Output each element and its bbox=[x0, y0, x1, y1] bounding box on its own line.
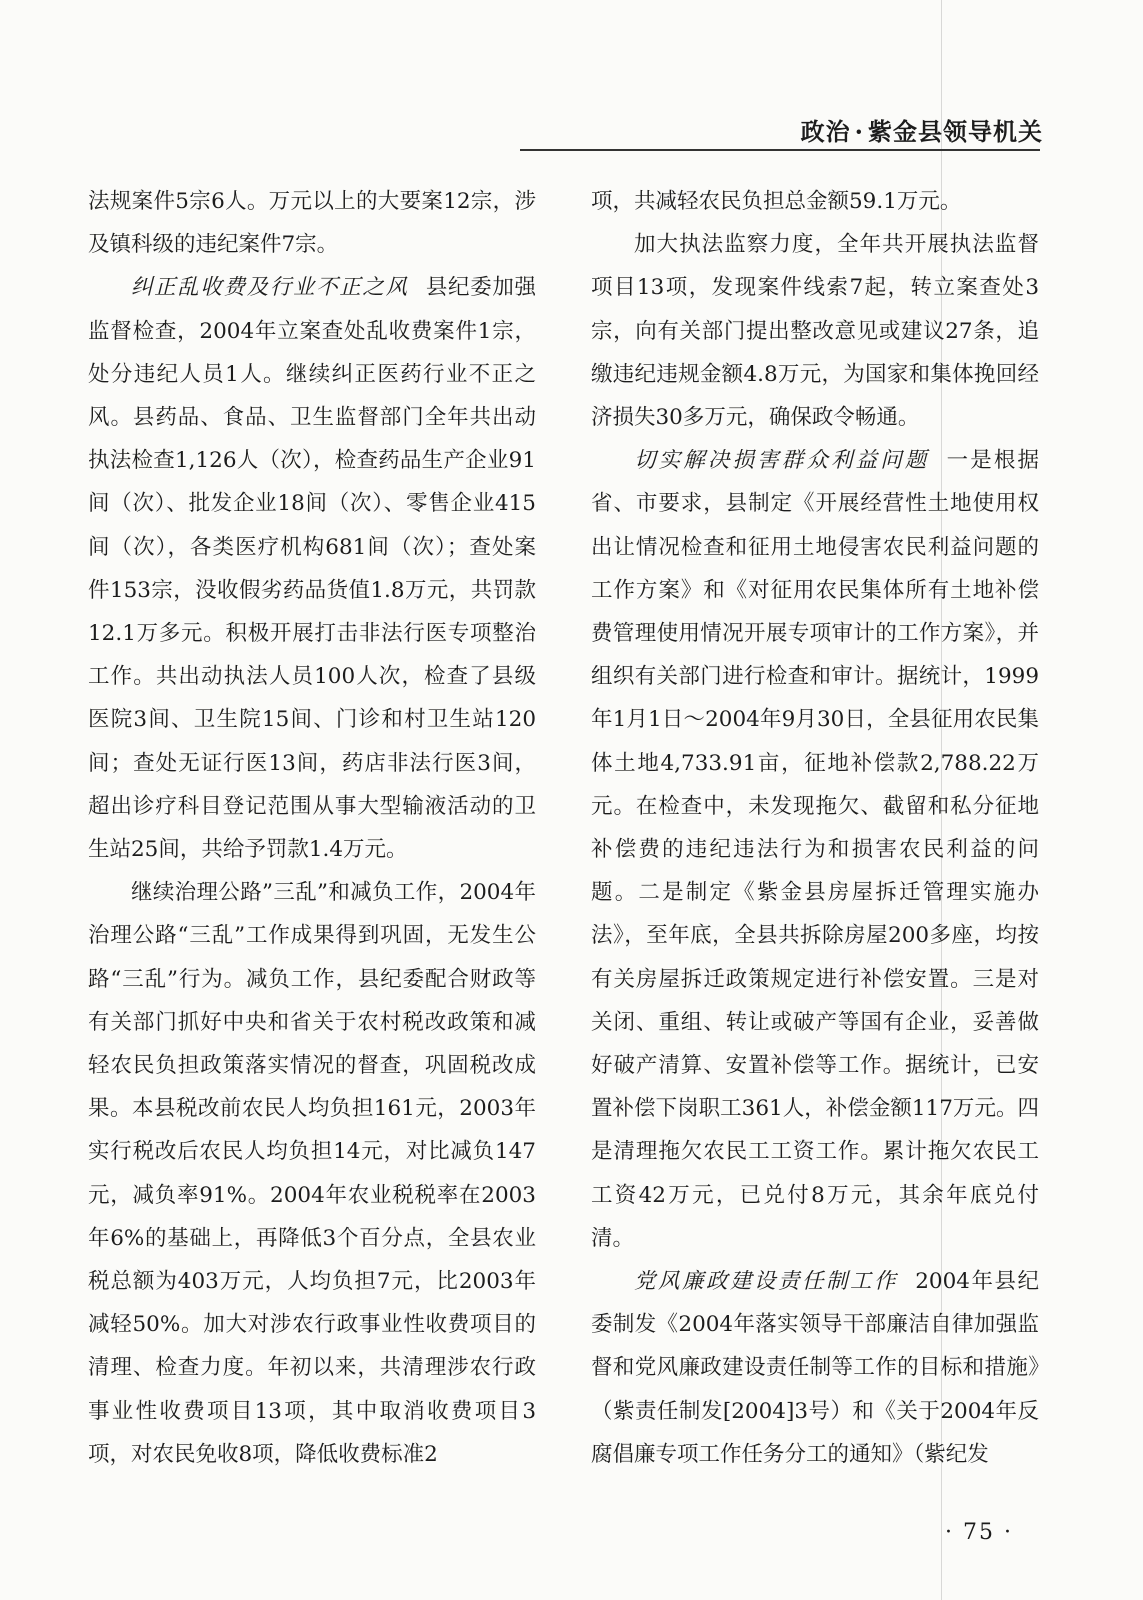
paragraph bbox=[591, 439, 1039, 1260]
header-chapter: 紫金县领导机关 bbox=[868, 117, 1043, 146]
paragraph bbox=[591, 1260, 1039, 1476]
paragraph-body: 县纪委加强监督检查，2004年立案查处乱收费案件1宗，处分违纪人员1人。继续纠正医药行业不正之风。县药品、食品、卫生监督部门全年共出动执法检查1,126人（次），检查药品生产企业91间（次）、批发企业18间（次）、零售企业415间（次），各类医疗机构681间（次）；查处案件153宗，没收假劣药品货值1.8万元，共罚款12.1万多元。积极开展打击非法行医专项整治工作。共出动执法人员100人次，检查了县级医院3间、卫生院15间、门诊和村卫生站120间；查处无证行医13间，药店非法行医3间，超出诊疗科目登记范围从事大型输液活动的卫生站25间，共给予罚款1.4万元。 bbox=[88, 275, 536, 863]
section-subheading: 切实解决损害群众利益问题 bbox=[634, 448, 930, 474]
running-header bbox=[801, 112, 1043, 147]
section-subheading: 党风廉政建设责任制工作 bbox=[634, 1269, 899, 1295]
paragraph bbox=[88, 266, 536, 871]
paragraph: 继续治理公路”三乱”和减负工作，2004年治理公路“三乱”工作成果得到巩固，无发生公路“三乱”行为。减负工作，县纪委配合财政等有关部门抓好中央和省关于农村税改政策和减轻农民负担政策落实情况的督查，巩固税改成果。本县税改前农民人均负担161元，2003年实行税改后农民人均负担14元，对比减负147元，减负率91%。2004年农业税税率在2003年6%的基础上，再降低3个百分点，全县农业税总额为403万元，人均负担7元，比2003年减轻50%。加大对涉农行政事业性收费项目的清理、检查力度。年初以来，共清理涉农行政事业性收费项目13项，其中取消收费项目3项，对农民免收8项，降低收费标准2 bbox=[88, 880, 536, 1467]
paragraph: 项，共减轻农民负担总金额59.1万元。 bbox=[591, 189, 962, 214]
left-column bbox=[88, 180, 536, 1476]
paragraph-body: 2004年县纪委制发《2004年落实领导干部廉洁自律加强监督和党风廉政建设责任制等工作的目标和措施》（紫责任制发[2004]3号）和《关于2004年反腐倡廉专项工作任务分工的通知》（紫纪发 bbox=[591, 1269, 1039, 1467]
page-number: · 75 · bbox=[945, 1520, 1013, 1545]
paragraph: 加大执法监察力度，全年共开展执法监督项目13项，发现案件线索7起，转立案查处3宗，向有关部门提出整改意见或建议27条，追缴违纪违规金额4.8万元，为国家和集体挽回经济损失30多万元，确保政令畅通。 bbox=[591, 232, 1039, 431]
paragraph: 法规案件5宗6人。万元以上的大要案12宗，涉及镇科级的违纪案件7宗。 bbox=[88, 189, 536, 258]
paragraph-body: 一是根据省、市要求，县制定《开展经营性土地使用权出让情况检查和征用土地侵害农民利益问题的工作方案》和《对征用农民集体所有土地补偿费管理使用情况开展专项审计的工作方案》，并组织有关部门进行检查和审计。据统计，1999年1月1日～2004年9月30日，全县征用农民集体土地4,733.91亩，征地补偿款2,788.22万元。在检查中，未发现拖欠、截留和私分征地补偿费的违纪违法行为和损害农民利益的问题。二是制定《紫金县房屋拆迁管理实施办法》，至年底，全县共拆除房屋200多座，均按有关房屋拆迁政策规定进行补偿安置。三是对关闭、重组、转让或破产等国有企业，妥善做好破产清算、安置补偿等工作。据统计，已安置补偿下岗职工361人，补偿金额117万元。四是清理拖欠农民工工资工作。累计拖欠农民工工资42万元，已兑付8万元，其余年底兑付清。 bbox=[591, 448, 1039, 1251]
right-column bbox=[591, 180, 1039, 1476]
header-separator: · bbox=[854, 117, 864, 146]
header-rule bbox=[520, 149, 1040, 151]
section-subheading: 纠正乱收费及行业不正之风 bbox=[131, 275, 409, 301]
header-section: 政治 bbox=[800, 117, 851, 146]
